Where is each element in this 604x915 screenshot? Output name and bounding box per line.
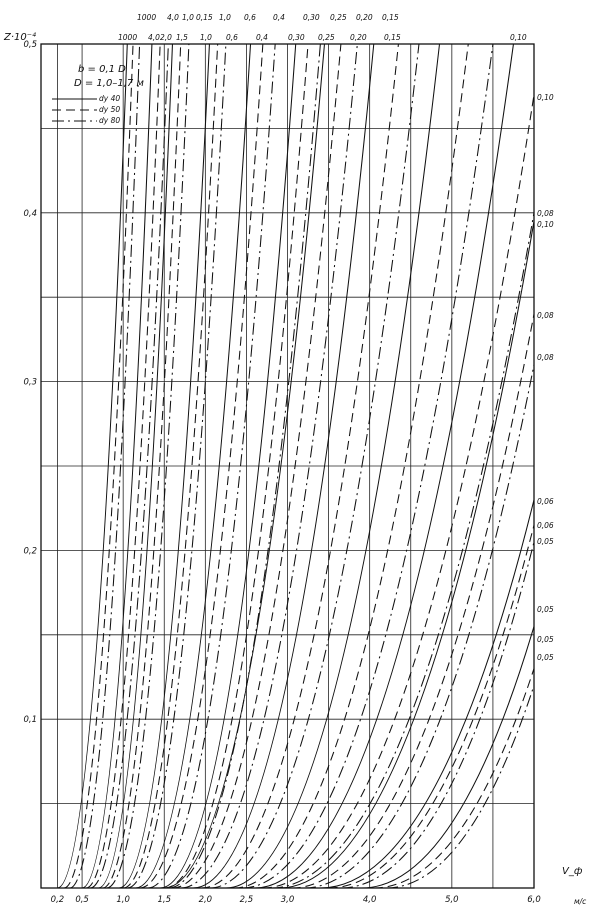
top-curve-label-2: 1,5: [176, 33, 188, 42]
right-curve-label: 0,06: [537, 521, 554, 530]
top-curve-label: 1000: [137, 13, 157, 22]
x-tick-label: 3,0: [280, 895, 295, 905]
top-curve-label-2: 1,0: [200, 33, 212, 42]
top-curve-label-2: 0,25: [318, 33, 335, 42]
x-tick-label: 0,5: [75, 895, 89, 905]
note-d: D = 1,0–1,7 м: [74, 78, 144, 89]
top-curve-label-2: 0,30: [288, 33, 305, 42]
x-tick-label: 4,0: [362, 895, 377, 905]
series-curve: [329, 525, 534, 888]
top-curve-label: 0,15: [196, 13, 213, 22]
top-curve-label-2: 4,0: [148, 33, 160, 42]
top-curve-label-2: 0,10: [510, 33, 527, 42]
right-curve-label: 0,05: [537, 537, 554, 546]
right-curve-label: 0,05: [537, 605, 554, 614]
right-curve-label: 0,10: [537, 93, 554, 102]
y-tick-label: 0,3: [23, 377, 37, 388]
right-curve-label: 0,05: [537, 635, 554, 644]
series-curve: [304, 365, 534, 888]
legend-label-dy50: dy 50: [99, 105, 121, 114]
x-tick-label: 6,0: [527, 895, 541, 905]
top-curve-label: 0,6: [244, 13, 256, 22]
top-curve-label-2: 0,6: [226, 33, 238, 42]
series-curve: [386, 685, 534, 888]
right-curve-label: 0,06: [537, 497, 554, 506]
x-axis-label: V_ф: [562, 866, 583, 877]
top-curve-label: 0,20: [356, 13, 373, 22]
legend-label-dy80: dy 80: [99, 116, 121, 125]
right-curve-label: 0,10: [537, 220, 554, 229]
top-curve-label: 0,4: [273, 13, 285, 22]
series-curve: [263, 95, 534, 888]
x-tick-label: 1,0: [116, 895, 130, 905]
tick-layer: [23, 40, 540, 905]
y-tick-label: 0,2: [23, 546, 37, 557]
x-tick-label: 2,0: [198, 895, 213, 905]
x-tick-label: 5,0: [445, 895, 459, 905]
top-curve-label-2: 0,4: [256, 33, 268, 42]
y-tick-label: 0,4: [23, 208, 37, 219]
y-axis-label: Z·10⁻⁴: [4, 32, 37, 43]
top-curve-label-2: 2,0: [160, 33, 172, 42]
x-tick-label: 1,5: [157, 895, 172, 905]
legend: [52, 64, 144, 125]
top-curve-label-2: 0,20: [350, 33, 367, 42]
legend-label-dy40: dy 40: [99, 94, 121, 103]
y-tick-label: 0,5: [23, 40, 37, 50]
top-curve-label: 0,30: [303, 13, 320, 22]
top-curve-label-2: 0,15: [384, 33, 401, 42]
x-tick-label: 0,2: [50, 895, 65, 905]
top-curve-label: 4,0: [167, 13, 179, 22]
note-b: b = 0,1 D: [78, 64, 126, 75]
grid-layer: [41, 44, 534, 888]
x-axis-unit: м/с: [574, 897, 587, 906]
top-curve-label: 0,25: [330, 13, 347, 22]
top-curve-label: 0,15: [382, 13, 399, 22]
y-tick-label: 0,1: [23, 715, 37, 726]
top-curve-label: 1,0: [219, 13, 231, 22]
x-tick-label: 2,5: [239, 895, 254, 905]
right-curve-label: 0,08: [537, 311, 554, 320]
right-curve-label: 0,08: [537, 353, 554, 362]
top-curve-label-2: 1000: [118, 33, 138, 42]
top-curve-label: 1,0: [182, 13, 194, 22]
right-curve-label: 0,05: [537, 653, 554, 662]
right-curve-label: 0,08: [537, 209, 554, 218]
